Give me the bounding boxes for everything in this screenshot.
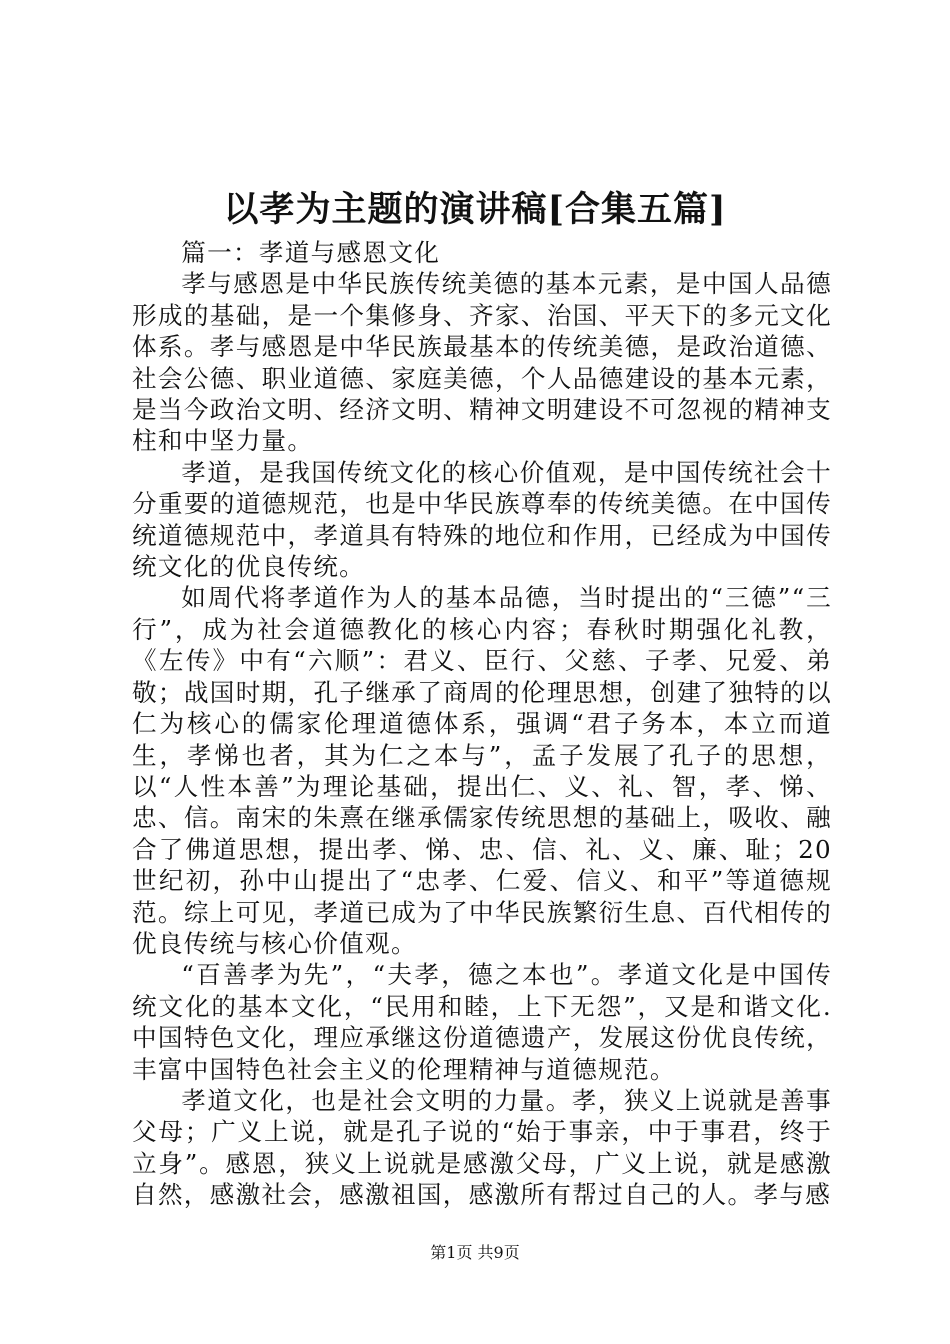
paragraph: “百善孝为先”，“夫孝，德之本也”。孝道文化是中国传统文化的基本文化，“民用和睦，上下无怨”，又是和谐文化.中国特色文化，理应承继这份道德遗产，发展这份优良传统，丰富中国特色社会主义的伦理精神与道德规范。 [132, 960, 832, 1084]
paragraph: 如周代将孝道作为人的基本品德，当时提出的“三德”“三行”，成为社会道德教化的核心内容；春秋时期强化礼教，《左传》中有“六顺”：君义、臣行、父慈、子孝、兄爱、弟敬；战国时期，孔子继承了商周的伦理思想，创建了独特的以仁为核心的儒家伦理道德体系，强调“君子务本，本立而道生，孝悌也者，其为仁之本与”，孟子发展了孔子的思想，以“人性本善”为理论基础，提出仁、义、礼、智，孝、悌、忠、信。南宋的朱熹在继承儒家传统思想的基础上，吸收、融合了佛道思想，提出孝、悌、忠、信、礼、义、廉、耻；20世纪初，孙中山提出了“忠孝、仁爱、信义、和平”等道德规范。综上可见，孝道已成为了中华民族繁衍生息、百代相传的优良传统与核心价值观。 [132, 583, 832, 958]
section-heading: 篇一：孝道与感恩文化 [181, 238, 441, 267]
document-body [132, 237, 832, 1211]
paragraph: 孝道文化，也是社会文明的力量。孝，狭义上说就是善事父母；广义上说，就是孔子说的“始于事亲，中于事君，终于立身”。感恩，狭义上说就是感激父母，广义上说，就是感激自然，感激社会，感激祖国，感激所有帮过自己的人。孝与感 [132, 1085, 832, 1210]
paragraph: 孝道，是我国传统文化的核心价值观，是中国传统社会十分重要的道德规范，也是中华民族尊奉的传统美德。在中国传统道德规范中，孝道具有特殊的地位和作用，已经成为中国传统文化的优良传统。 [132, 457, 832, 582]
page-footer: 第1页 共9页 [430, 1243, 520, 1262]
document-title: 以孝为主题的演讲稿[合集五篇] [223, 189, 727, 230]
paragraph: 孝与感恩是中华民族传统美德的基本元素，是中国人品德形成的基础，是一个集修身、齐家、治国、平天下的多元文化体系。孝与感恩是中华民族最基本的传统美德，是政治道德、社会公德、职业道德、家庭美德，个人品德建设的基本元素，是当今政治文明、经济文明、精神文明建设不可忽视的精神支柱和中坚力量。 [132, 269, 832, 456]
